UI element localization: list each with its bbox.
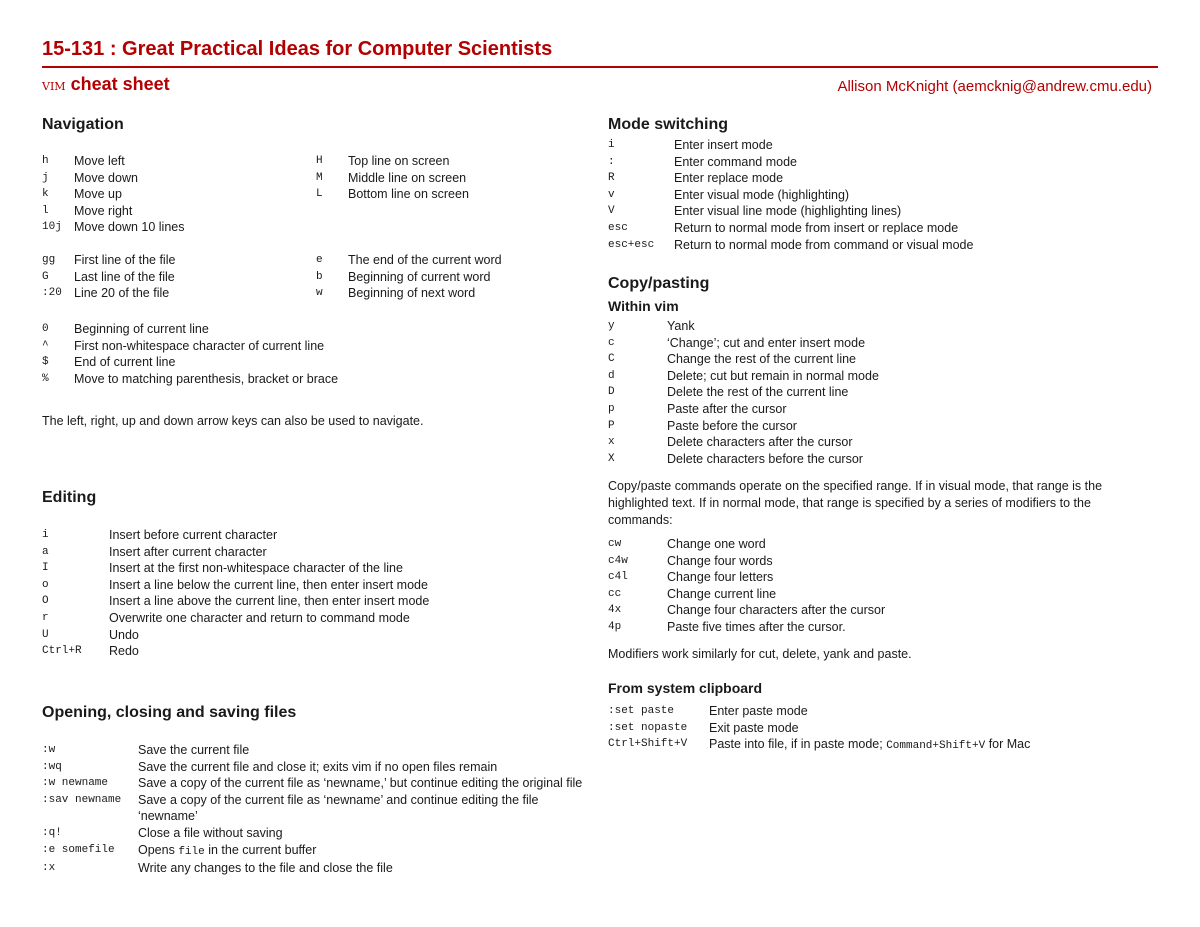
command-key: :set paste [608,705,675,717]
command-row [608,703,1158,720]
command-description: Delete the rest of the current line [667,385,849,400]
command-description: First line of the file [74,253,176,267]
command-key: :w [42,744,56,756]
command-key: gg [42,254,56,266]
range-note: Copy/paste commands operate on the specified range. If in visual mode, that range is the highlighted text. If in normal mode, that range is specified by a series of modifiers to the commands: [608,479,1103,527]
command-row [42,527,592,544]
command-description: Insert before current character [109,528,278,542]
command-description: Enter visual line mode (highlighting lines) [674,204,902,219]
command-row [608,351,1158,368]
command-description: Write any changes to the file and close the file [138,861,393,876]
command-row [42,842,594,861]
command-description: Exit paste mode [709,720,799,735]
command-key: :q! [42,826,62,839]
command-key: r [42,611,49,624]
command-row [316,269,586,286]
files-table [42,742,594,877]
mode-switching-table [608,137,1158,253]
command-description: Paste after the cursor [667,401,787,416]
command-row [42,593,592,610]
command-key: h [42,155,49,167]
command-row [608,418,1158,435]
command-description: Insert a line below the current line, then enter insert mode [109,577,428,592]
command-row [608,434,1158,451]
command-key: 10j [42,221,62,234]
command-description: Undo [109,627,139,642]
command-description: Move to matching parenthesis, bracket or brace [74,371,339,386]
command-description: Delete characters before the cursor [667,451,863,466]
modifier-note: Modifiers work similarly for cut, delete, yank and paste. [608,647,912,661]
command-row [316,186,586,203]
command-row [608,187,1158,204]
command-key: : [608,155,615,168]
command-row [608,619,1158,636]
page-title: 15-131 : Great Practical Ideas for Computer Scientists [42,38,553,60]
command-row [42,643,592,660]
nav-group2-left [42,252,312,302]
command-description: Return to normal mode from command or visual mode [674,237,974,252]
navigation-heading: Navigation [42,116,124,133]
command-key: X [608,452,615,465]
command-description: Beginning of current line [74,322,209,336]
editing-table [42,527,592,660]
command-key: x [608,436,615,449]
command-key: Ctrl+Shift+V [608,738,688,751]
command-row [608,384,1158,401]
command-description: Enter insert mode [674,138,773,152]
command-key: y [608,320,615,332]
within-vim-table [608,318,1158,467]
command-description: Move up [74,187,122,202]
command-description: Save the current file and close it; exits vim if no open files remain [138,759,498,774]
command-row [42,269,312,286]
subtitle-rest: cheat sheet [65,74,170,94]
command-row [42,338,592,355]
command-key: cc [608,587,622,600]
clipboard-table [608,703,1158,755]
command-description: Change four characters after the cursor [667,603,886,618]
command-description: Enter paste mode [709,704,808,718]
command-description: Insert a line above the current line, then enter insert mode [109,594,430,609]
command-row [608,401,1158,418]
command-description: Enter visual mode (highlighting) [674,187,850,202]
command-key: L [316,188,323,201]
command-key: d [608,369,615,382]
description-text: for Mac [985,737,1031,752]
description-text: in the current buffer [204,842,317,857]
command-row [42,170,312,187]
command-row [316,170,586,187]
command-key: 4x [608,604,622,617]
command-key: j [42,171,49,184]
command-key: cw [608,538,622,550]
command-row [42,354,592,371]
description-text: Paste into file, if in paste mode; [709,737,887,752]
command-key: ^ [42,339,49,352]
command-key: G [42,270,49,283]
command-row [42,544,592,561]
command-description: End of current line [74,355,176,370]
command-key: o [42,578,49,591]
command-key: :x [42,862,56,875]
mode-switching-heading: Mode switching [608,116,728,133]
command-key: $ [42,356,49,369]
command-row [42,825,594,842]
command-description: Close a file without saving [138,825,283,840]
command-key: esc [608,221,628,234]
subtitle [42,74,170,95]
command-row [42,792,594,825]
command-description: Save a copy of the current file as ‘newname,’ but continue editing the original file [138,776,583,791]
command-key: i [608,139,615,151]
command-row [42,560,592,577]
navigation-note: The left, right, up and down arrow keys can also be used to navigate. [42,414,424,428]
command-key: R [608,172,615,185]
command-description: Delete; cut but remain in normal mode [667,368,879,383]
command-row [42,219,312,236]
command-key: I [42,562,49,575]
command-description: Save a copy of the current file as ‘newname’ and continue editing the file ‘newname’ [138,792,539,824]
command-row [608,553,1158,570]
command-description: Yank [667,319,695,333]
description-code: file [178,845,205,858]
within-vim-heading: Within vim [608,298,679,314]
command-description: Change four words [667,553,773,568]
command-row [42,252,312,269]
command-key: :w newname [42,777,109,790]
command-description: Redo [109,644,139,659]
command-row [608,368,1158,385]
command-row [608,154,1158,171]
command-description: Move down 10 lines [74,220,185,235]
command-description: Line 20 of the file [74,286,170,301]
command-key: b [316,270,323,283]
command-row [608,536,1158,553]
command-key: a [42,545,49,558]
command-row [42,321,592,338]
command-key: c [608,336,615,349]
command-row [316,153,586,170]
command-row [608,736,1158,755]
command-description: Enter command mode [674,154,797,169]
command-description: Paste before the cursor [667,418,797,433]
nav-group1-left [42,153,312,236]
command-description: First non-whitespace character of current line [74,338,325,353]
command-key: :sav newname [42,793,122,806]
command-key: :wq [42,760,62,773]
command-key: 0 [42,323,49,335]
command-key: Ctrl+R [42,645,82,658]
command-key: :20 [42,287,62,300]
command-key: P [608,419,615,432]
command-description: ‘Change’; cut and enter insert mode [667,335,866,350]
command-row [42,775,594,792]
command-key: k [42,188,49,201]
command-row [608,586,1158,603]
command-key: w [316,287,323,300]
command-description: Last line of the file [74,269,175,284]
command-description [138,842,594,861]
command-description: Return to normal mode from insert or replace mode [674,220,959,235]
command-key: H [316,155,323,167]
command-key: e [316,254,323,266]
command-description: Beginning of current word [348,269,491,284]
command-key: C [608,353,615,366]
command-key: V [608,205,615,218]
command-description: Change the rest of the current line [667,352,857,367]
command-description: Delete characters after the cursor [667,435,853,450]
command-row [42,285,312,302]
command-key: 4p [608,620,622,633]
command-description: Change one word [667,537,766,551]
command-key: c4l [608,571,628,584]
command-row [608,237,1158,254]
command-row [42,742,594,759]
command-key: % [42,372,49,385]
command-description: Save the current file [138,743,250,757]
description-code: Command+Shift+V [886,740,986,753]
command-description: Bottom line on screen [348,187,469,202]
nav-group2-right [316,252,586,302]
subtitle-vim: vim [42,75,66,94]
command-key: i [42,529,49,541]
command-row [608,720,1158,737]
command-row [42,627,592,644]
command-description: Insert after current character [109,544,267,559]
author-line: Allison McKnight (aemcknig@andrew.cmu.edu) [837,78,1152,95]
command-row [42,371,592,388]
command-row [42,186,312,203]
command-description: Move left [74,154,125,168]
command-description: Paste five times after the cursor. [667,619,846,634]
command-row [608,318,1158,335]
command-description: Top line on screen [348,154,450,168]
command-key: :e somefile [42,843,115,856]
command-description: Overwrite one character and return to command mode [109,610,410,625]
command-description: Move down [74,170,138,185]
command-row [42,577,592,594]
nav-group1-right [316,153,586,203]
command-key: l [42,204,49,217]
command-row [42,203,312,220]
command-key: :set nopaste [608,721,688,734]
editing-heading: Editing [42,489,97,506]
command-description: Change current line [667,586,777,601]
command-key: M [316,171,323,184]
command-key: D [608,386,615,399]
command-description: Beginning of next word [348,286,476,301]
command-description: Move right [74,203,133,218]
files-heading: Opening, closing and saving files [42,704,297,721]
command-description: Insert at the first non-whitespace character of the line [109,561,403,576]
command-row [42,153,312,170]
command-description [709,736,1158,755]
copy-pasting-heading: Copy/pasting [608,275,710,292]
command-key: v [608,188,615,201]
command-key: U [42,628,49,641]
command-row [316,252,586,269]
command-row [608,137,1158,154]
command-key: O [42,595,49,608]
clipboard-heading: From system clipboard [608,680,763,696]
command-description: Middle line on screen [348,170,467,185]
command-key: esc+esc [608,238,655,251]
command-key: p [608,402,615,415]
description-text: Opens [138,842,179,857]
command-row [608,203,1158,220]
command-description: Enter replace mode [674,171,784,186]
command-description: Change four letters [667,570,774,585]
command-row [42,610,592,627]
nav-group3 [42,321,592,387]
command-key: c4w [608,554,628,567]
command-row [608,569,1158,586]
command-row [608,602,1158,619]
command-row [608,451,1158,468]
command-row [42,759,594,776]
command-row [608,220,1158,237]
title-rule [42,66,1158,68]
command-row [316,285,586,302]
command-row [608,170,1158,187]
command-description: The end of the current word [348,253,502,267]
command-row [608,335,1158,352]
command-row [42,860,594,877]
modifier-table [608,536,1158,636]
